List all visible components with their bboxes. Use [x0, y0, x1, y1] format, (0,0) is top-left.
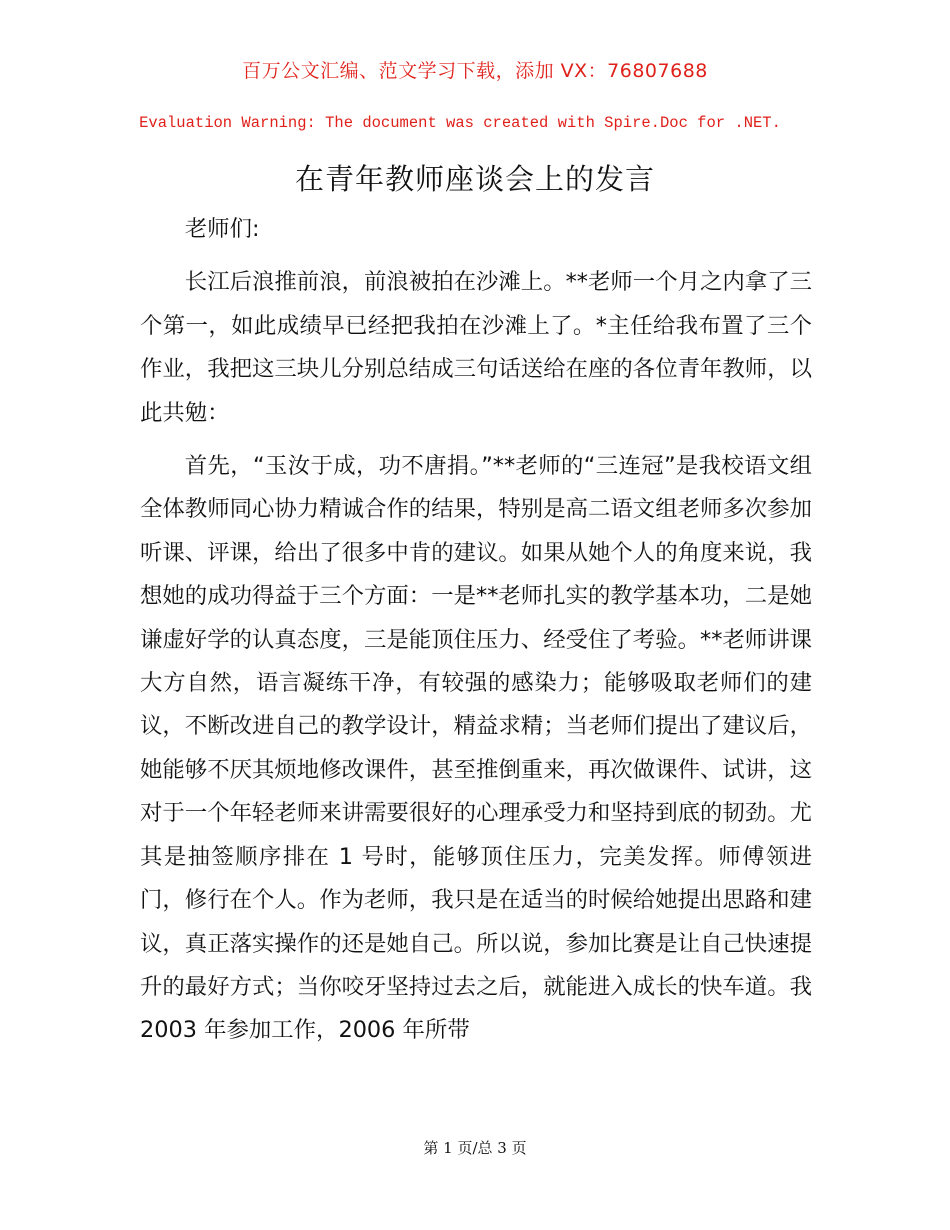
body-paragraph-2: 首先，“玉汝于成，功不唐捐。”**老师的“三连冠”是我校语文组全体教师同心协力精诚合作的结果，特别是高二语文组老师多次参加听课、评课，给出了很多中肯的建议。如果从她个人的角度来说，我想她的成功得益于三个方面：一是**老师扎实的教学基本功，二是她谦虚好学的认真态度，三是能顶住压力、经受住了考验。**老师讲课大方自然，语言凝练干净，有较强的感染力；能够吸取老师们的建议，不断改进自己的教学设计，精益求精；当老师们提出了建议后，她能够不厌其烦地修改课件，甚至推倒重来，再次做课件、试讲，这对于一个年轻老师来讲需要很好的心理承受力和坚持到底的韧劲。尤其是抽签顺序排在 1 号时，能够顶住压力，完美发挥。师傅领进门，修行在个人。作为老师，我只是在适当的时候给她提出思路和建议，真正落实操作的还是她自己。所以说，参加比赛是让自己快速提升的最好方式；当你咬牙坚持过去之后，就能进入成长的快车道。我 2003 年参加工作，2006 年所带 — [140, 453, 812, 1044]
paragraph-spacer — [140, 251, 812, 261]
salutation-paragraph: 老师们: — [184, 216, 260, 242]
page-footer: 第 1 页/总 3 页 — [423, 1139, 527, 1157]
document-body — [140, 208, 812, 1053]
document-title: 在青年教师座谈会上的发言 — [294, 162, 655, 196]
body-paragraph-1: 长江后浪推前浪，前浪被拍在沙滩上。**老师一个月之内拿了三个第一，如此成绩早已经把我拍在沙滩上了。*主任给我布置了三个作业，我把这三块儿分别总结成三句话送给在座的各位青年教师，以此共勉： — [140, 269, 812, 426]
evaluation-warning: Evaluation Warning: The document was created with Spire.Doc for .NET. — [139, 114, 781, 132]
paragraph-spacer — [140, 435, 812, 445]
header-banner: 百万公文汇编、范文学习下载，添加 VX：76807688 — [242, 60, 708, 82]
